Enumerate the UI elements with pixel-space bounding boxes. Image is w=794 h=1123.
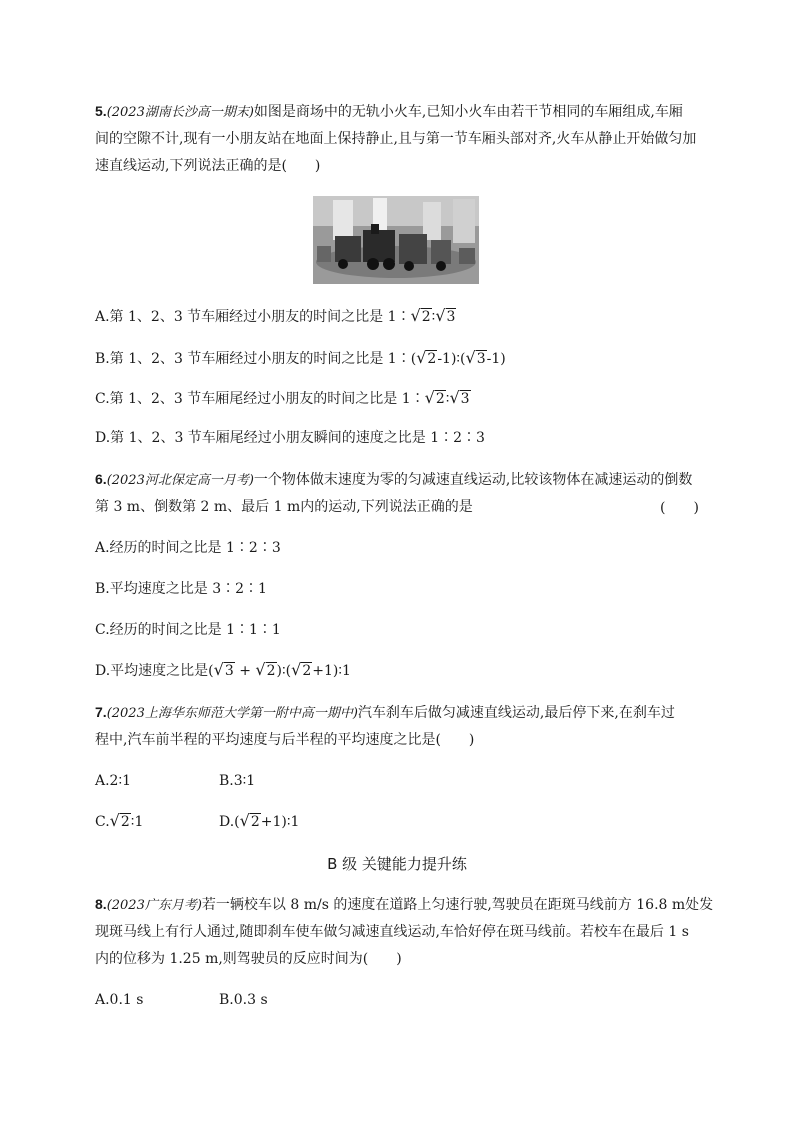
q7-source: (2023上海华东师范大学第一附中高一期中) [106,706,358,721]
sqrt-2: √2 [291,660,312,679]
q7-option-d[interactable]: D.(√2+1)∶1 [219,811,300,830]
q7-number: 7. [95,704,107,720]
sqrt-2: √2 [239,811,260,830]
q6-option-c[interactable]: C.经历的时间之比是 1∶1∶1 [95,622,281,638]
sqrt-3: √3 [465,348,486,367]
q5-source: (2023湖南长沙高一期末) [106,105,254,120]
q6-number: 6. [95,471,107,487]
q8-line1 [95,894,713,916]
sqrt-3: √3 [435,306,456,325]
sqrt-2: √2 [109,811,130,830]
q6-option-d[interactable]: D.平均速度之比是(√3 + √2)∶(√2+1)∶1 [95,660,351,679]
q6-stem-part1: 一个物体做末速度为零的匀减速直线运动,比较该物体在减速运动的倒数 [253,472,693,488]
section-b-heading: B 级 关键能力提升练 [327,855,467,873]
q7-option-a[interactable]: A.2∶1 [95,773,132,789]
q8-option-b[interactable]: B.0.3 s [219,992,268,1008]
q8-number: 8. [95,896,107,912]
q8-stem-part3: 内的位移为 1.25 m,则驾驶员的反应时间为( ) [95,951,402,967]
q5-line1 [95,101,683,123]
q6-line1 [95,469,692,491]
q7-option-c-text: C. [95,814,110,830]
sqrt-2: √2 [424,388,445,407]
sqrt-2: √2 [410,306,431,325]
q5-option-b-text: B.第 1、2、3 节车厢经过小朋友的时间之比是 1∶( [95,351,417,367]
q7-stem-part2: 程中,汽车前半程的平均速度与后半程的平均速度之比是( ) [95,732,475,748]
sqrt-2: √2 [416,348,437,367]
q6-option-d-text: D.平均速度之比是( [95,663,214,679]
q8-option-a[interactable]: A.0.1 s [95,992,144,1008]
q6-answer-bracket: ( ) [660,500,699,516]
q5-option-b[interactable]: B.第 1、2、3 节车厢经过小朋友的时间之比是 1∶(√2-1)∶(√3-1) [95,348,506,367]
q5-option-d[interactable]: D.第 1、2、3 节车厢尾经过小朋友瞬间的速度之比是 1∶2∶3 [95,430,485,446]
q6-stem-part2: 第 3 m、倒数第 2 m、最后 1 m内的运动,下列说法正确的是 [95,499,473,515]
q8-stem-part1: 若一辆校车以 8 m/s 的速度在道路上匀速行驶,驾驶员在距斑马线前方 16.8 m处发 [201,897,714,913]
sqrt-3: √3 [213,660,234,679]
q7-line1 [95,702,675,724]
q5-stem-part1: 如图是商场中的无轨小火车,已知小火车由若干节相同的车厢组成,车厢 [253,104,683,120]
q5-option-a[interactable]: A.第 1、2、3 节车厢经过小朋友的时间之比是 1∶√2∶√3 [95,306,456,325]
q5-number: 5. [95,103,107,119]
q5-stem-part2: 间的空隙不计,现有一小朋友站在地面上保持静止,且与第一节车厢头部对齐,火车从静止开始做匀加 [95,131,697,147]
q8-stem-part2: 现斑马线上有行人通过,随即刹车使车做匀减速直线运动,车恰好停在斑马线前。若校车在最后 1 s [95,924,689,940]
q5-stem-part3: 速直线运动,下列说法正确的是( ) [95,158,321,174]
mall-train-illustration [313,196,479,284]
q6-option-b[interactable]: B.平均速度之比是 3∶2∶1 [95,581,267,597]
q7-stem-part1: 汽车刹车后做匀减速直线运动,最后停下来,在刹车过 [357,705,675,721]
mall-train-photo [313,196,479,284]
q5-option-c-text: C.第 1、2、3 节车厢尾经过小朋友的时间之比是 1∶ [95,391,425,407]
q5-option-c[interactable]: C.第 1、2、3 节车厢尾经过小朋友的时间之比是 1∶√2∶√3 [95,388,470,407]
sqrt-2: √2 [255,660,276,679]
q7-option-d-text: D.( [219,814,240,830]
q5-option-a-text: A.第 1、2、3 节车厢经过小朋友的时间之比是 1∶ [95,309,411,325]
q6-option-a[interactable]: A.经历的时间之比是 1∶2∶3 [95,540,281,556]
q7-option-c[interactable]: C.√2∶1 [95,811,144,830]
q8-source: (2023广东月考) [106,898,202,913]
q6-source: (2023河北保定高一月考) [106,473,254,488]
q7-option-b[interactable]: B.3∶1 [219,773,256,789]
sqrt-3: √3 [449,388,470,407]
